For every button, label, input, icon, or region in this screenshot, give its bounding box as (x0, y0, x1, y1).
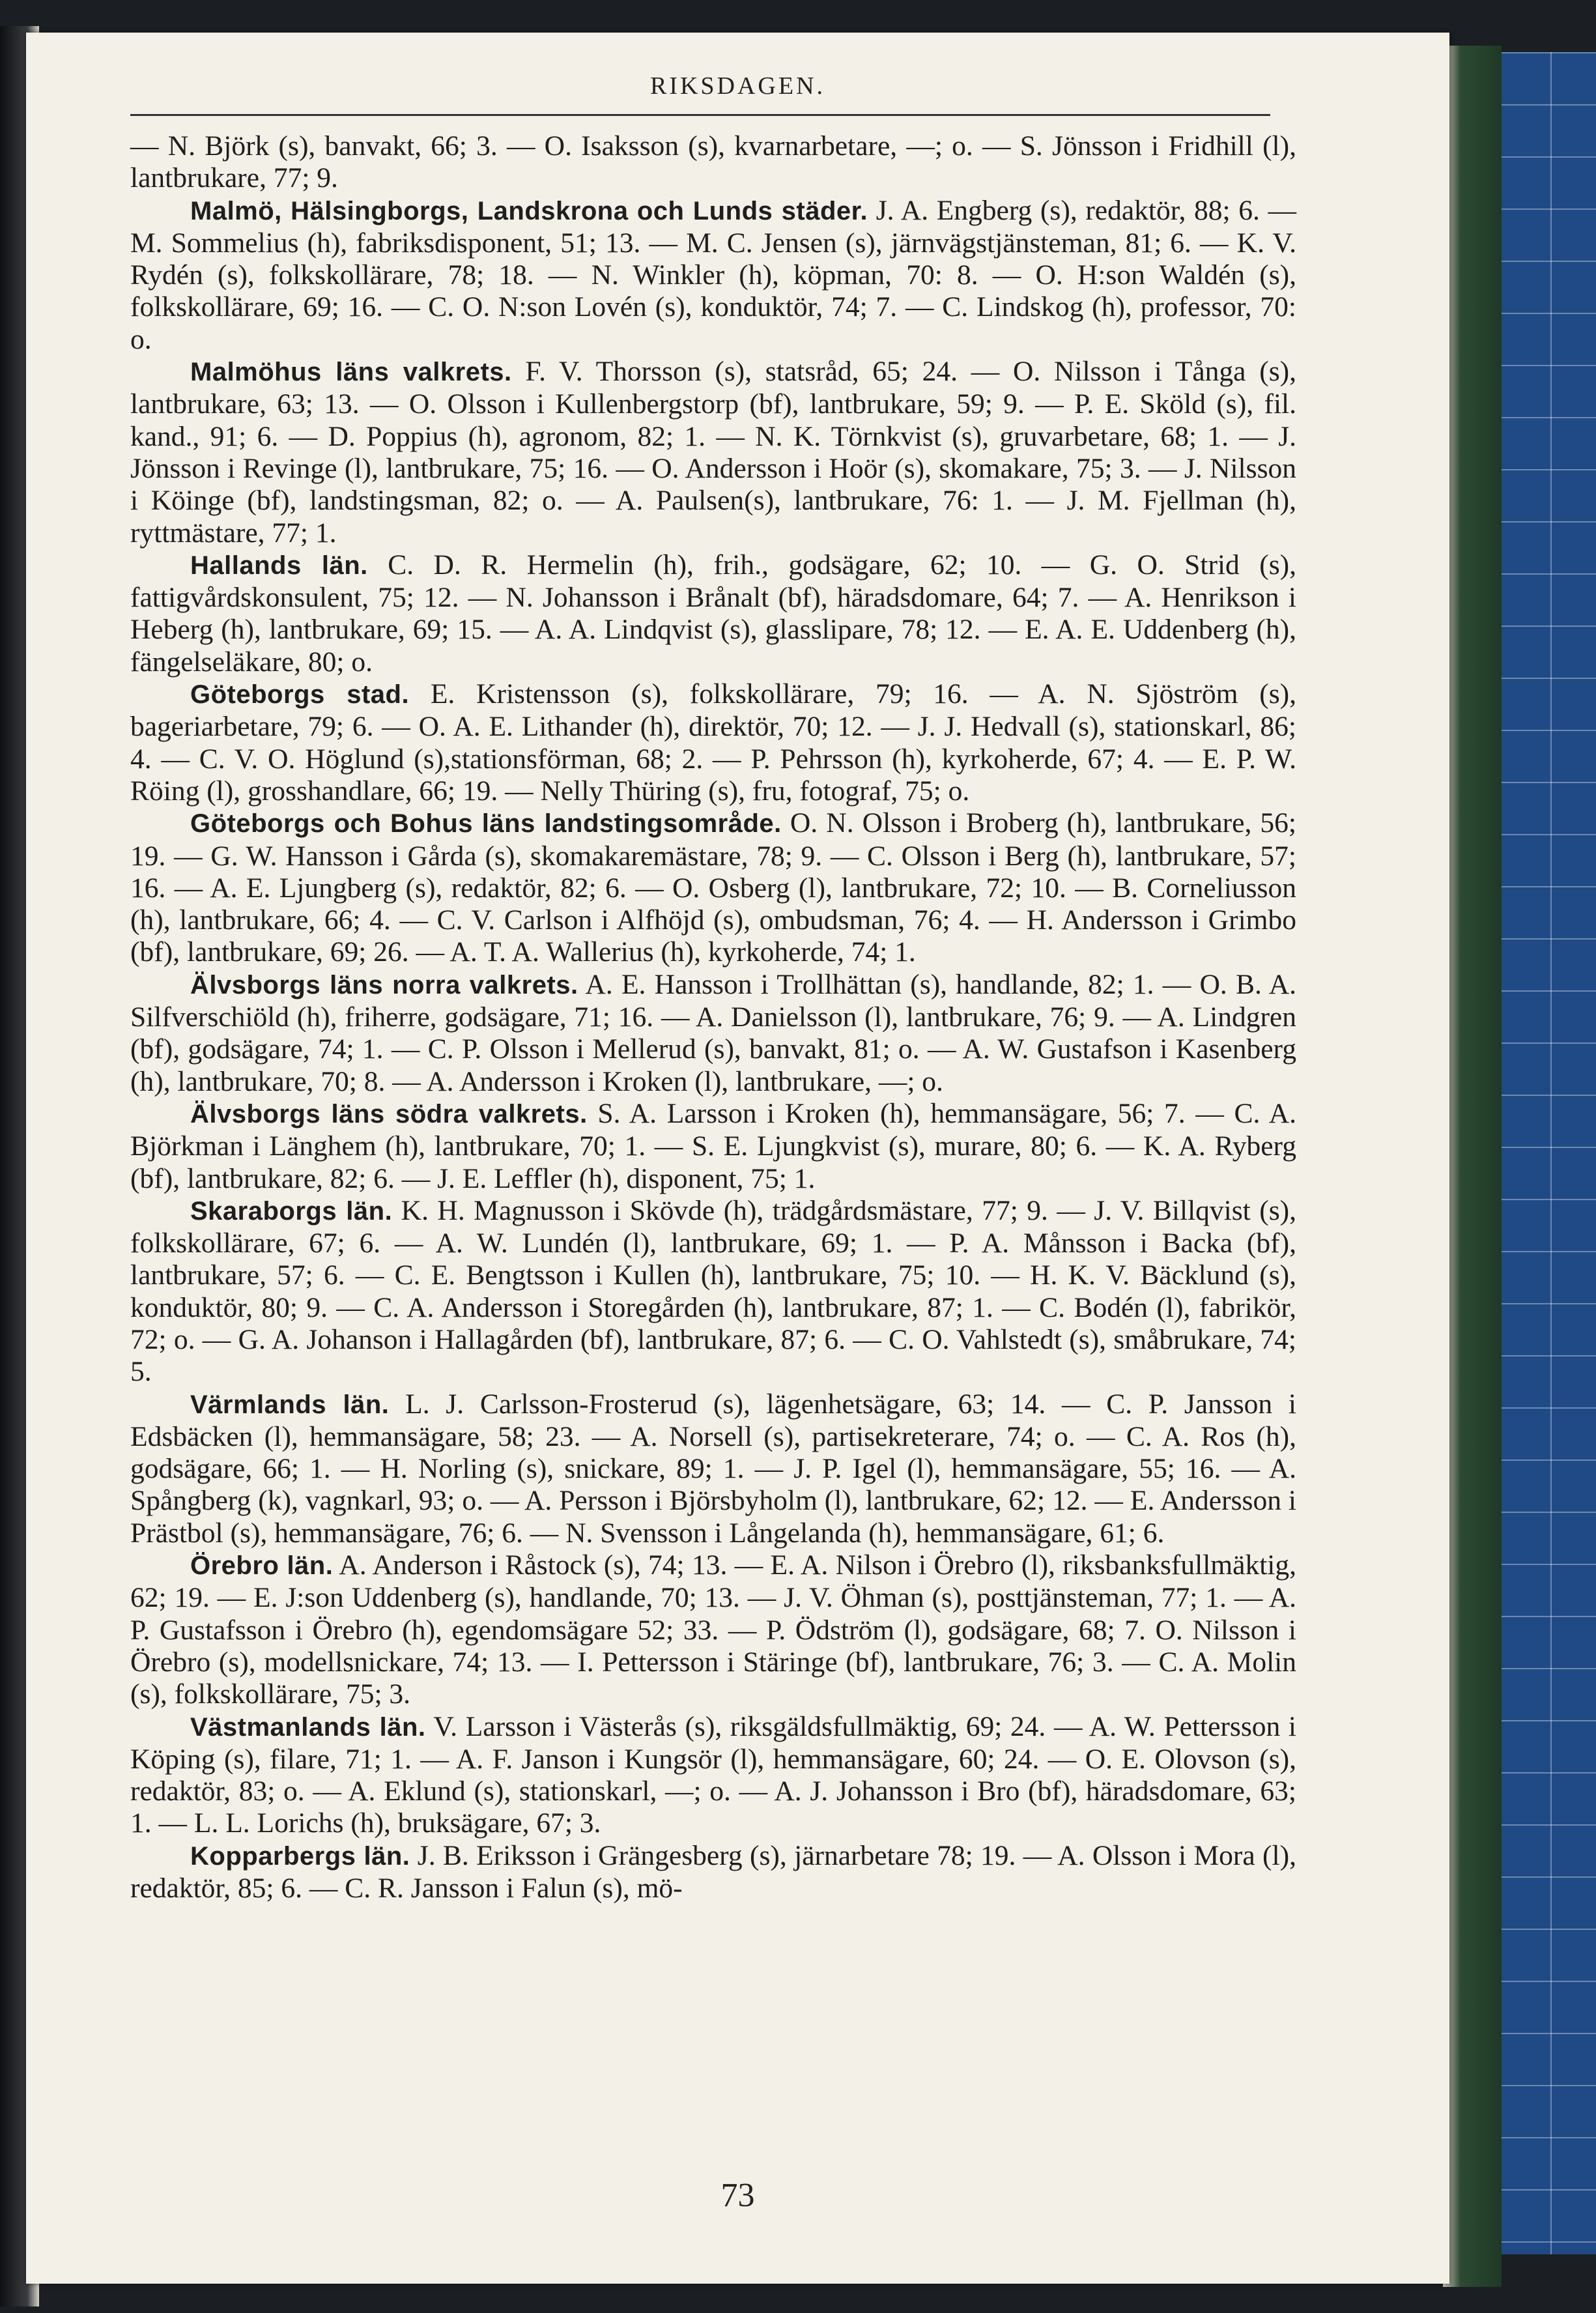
section-heading: Västmanlands län. (190, 1712, 426, 1742)
section-text: A. Anderson i Råstock (s), 74; 13. — E. A. Nilson i Örebro (l), riksbanksfullmäktig, 62; 19. — E. J:son Uddenberg (s), handlande, 70; 13. — J. V. Öhman (s), posttjänsteman, 77; 1. — A. P. Gustafsson i Örebro (h), egendomsägare 52; 33. — P. Ödström (l), godsägare, 68; 7. O. Nilsson i Örebro (s), modellsnickare, 74; 13. — I. Pettersson i Stäringe (bf), lantbrukare, 76; 3. — C. A. Molin (s), folkskollärare, 75; 3. (130, 1549, 1296, 1710)
section-heading: Hallands län. (190, 551, 368, 580)
section-heading: Värmlands län. (190, 1390, 390, 1419)
page-body (130, 130, 1296, 1904)
section-alvsborg-sodra (130, 1098, 1296, 1195)
section-text: C. D. R. Hermelin (h), frih., godsägare, 62; 10. — G. O. Strid (s), fattigvårdskonsulent, 75; 12. — N. Johansson i Brånalt (bf), häradsdomare, 64; 7. — A. Henrikson i Heberg (h), lantbrukare, 69; 15. — A. A. Lindqvist (s), glasslipare, 78; 12. — E. A. E. Uddenberg (h), fängelseläkare, 80; o. (130, 549, 1296, 678)
section-text: J. B. Eriksson i Grängesberg (s), järnarbetare 78; 19. — A. Olsson i Mora (l), redaktör, 85; 6. — C. R. Jansson i Falun (s), mö- (130, 1839, 1296, 1904)
section-varmlands (130, 1388, 1296, 1549)
section-heading: Göteborgs och Bohus läns landstingsområde. (190, 809, 782, 839)
section-heading: Kopparbergs län. (190, 1841, 410, 1871)
section-goteborgs-bohus (130, 807, 1296, 968)
section-text: L. J. Carlsson-Frosterud (s), lägenhetsägare, 63; 14. — C. P. Jansson i Edsbäcken (l), hemmansägare, 58; 23. — A. Norsell (s), partisekreterare, 74; o. — C. A. Ros (h), godsägare, 66; 1. — H. Norling (s), snickare, 89; 1. — J. P. Igel (l), hemmansägare, 55; 16. — A. Spångberg (k), vagnkarl, 93; o. — A. Persson i Björsbyholm (l), lantbrukare, 62; 12. — E. Andersson i Prästbol (s), hemmansägare, 76; 6. — N. Svensson i Långelanda (h), hemmansägare, 61; 6. (130, 1388, 1296, 1549)
section-heading: Malmö, Hälsingborgs, Landskrona och Lunds städer. (190, 196, 868, 225)
section-text: J. A. Engberg (s), redaktör, 88; 6. — M. Sommelius (h), fabriksdisponent, 51; 13. — M. C. Jensen (s), järnvägstjänsteman, 81; 6. — K. V. Rydén (s), folkskollärare, 78; 18. — N. Winkler (h), köpman, 70: 8. — O. H:son Waldén (s), folkskollärare, 69; 16. — C. O. N:son Lovén (s), konduktör, 74; 7. — C. Lindskog (h), professor, 70: o. (130, 194, 1296, 355)
page-number: 73 (720, 2177, 755, 2214)
section-heading: Älvsborgs läns norra valkrets. (190, 970, 578, 999)
section-kopparbergs (130, 1840, 1296, 1905)
section-heading: Älvsborgs läns södra valkrets. (190, 1099, 588, 1128)
section-skaraborgs (130, 1195, 1296, 1388)
section-orebro (130, 1549, 1296, 1710)
section-alvsborg-norra (130, 969, 1296, 1098)
paragraph-continuation: — N. Björk (s), banvakt, 66; 3. — O. Isaksson (s), kvarnarbetare, —; o. — S. Jönsson i Fridhill (l), lantbrukare, 77; 9. (130, 130, 1296, 194)
section-heading: Örebro län. (190, 1551, 334, 1581)
section-vastmanlands (130, 1711, 1296, 1840)
section-text: K. H. Magnusson i Skövde (h), trädgårdsmästare, 77; 9. — J. V. Billqvist (s), folkskollärare, 67; 6. — A. W. Lundén (l), lantbrukare, 69; 1. — P. A. Månsson i Backa (bf), lantbrukare, 57; 6. — C. E. Bengtsson i Kullen (h), lantbrukare, 75; 10. — H. K. V. Bäcklund (s), konduktör, 80; 9. — C. A. Andersson i Storegården (h), lantbrukare, 87; 1. — C. Bodén (l), fabrikör, 72; o. — G. A. Johanson i Hallagården (bf), lantbrukare, 87; 6. — C. O. Vahlstedt (s), småbrukare, 74; 5. (130, 1194, 1296, 1388)
section-text: A. E. Hansson i Trollhättan (s), handlande, 82; 1. — O. B. A. Silfverschiöld (h), friherre, godsägare, 71; 16. — A. Danielsson (l), lantbrukare, 76; 9. — A. Lindgren (bf), godsägare, 74; 1. — C. P. Olsson i Mellerud (s), banvakt, 81; o. — A. W. Gustafson i Kasenberg (h), lantbrukare, 70; 8. — A. Andersson i Kroken (l), lantbrukare, —; o. (130, 968, 1296, 1097)
section-text: E. Kristensson (s), folkskollärare, 79; 16. — A. N. Sjöström (s), bageriarbetare, 79; 6. — O. A. E. Lithander (h), direktör, 70; 12. — J. J. Hedvall (s), stationskarl, 86; 4. — C. V. O. Höglund (s),stationsförman, 68; 2. — P. Pehrsson (h), kyrkoherde, 67; 4. — E. P. W. Röing (l), grosshandlare, 66; 19. — Nelly Thüring (s), fru, fotograf, 75; o. (130, 678, 1297, 807)
section-heading: Malmöhus läns valkrets. (190, 358, 512, 387)
book-page (26, 33, 1449, 2284)
section-heading: Göteborgs stad. (190, 680, 410, 710)
section-text: V. Larsson i Västerås (s), riksgäldsfullmäktig, 69; 24. — A. W. Pettersson i Köping (s), filare, 71; 1. — A. F. Janson i Kungsör (l), hemmansägare, 60; 24. — O. E. Olovson (s), redaktör, 83; o. — A. Eklund (s), stationskarl, —; o. — A. J. Johansson i Bro (bf), häradsdomare, 63; 1. — L. L. Lorichs (h), bruksägare, 67; 3. (130, 1710, 1296, 1839)
section-malmo-stader (130, 195, 1296, 356)
section-goteborgs-stad (130, 678, 1296, 807)
section-heading: Skaraborgs län. (190, 1196, 393, 1226)
section-text: S. A. Larsson i Kroken (h), hemmansägare, 56; 7. — C. A. Björkman i Länghem (h), lantbrukare, 70; 1. — S. E. Ljungkvist (s), murare, 80; 6. — K. A. Ryberg (bf), lantbrukare, 82; 6. — J. E. Leffler (h), disponent, 75; 1. (130, 1097, 1296, 1194)
section-text: O. N. Olsson i Broberg (h), lantbrukare, 56; 19. — G. W. Hansson i Gårda (s), skomakaremästare, 78; 9. — C. Olsson i Berg (h), lantbrukare, 57; 16. — A. E. Ljungberg (s), redaktör, 82; 6. — O. Osberg (l), lantbrukare, 72; 10. — B. Corneliusson (h), lantbrukare, 66; 4. — C. V. Carlson i Alfhöjd (s), ombudsman, 76; 4. — H. Andersson i Grimbo (bf), lantbrukare, 69; 26. — A. T. A. Wallerius (h), kyrkoherde, 74; 1. (130, 807, 1297, 968)
section-hallands (130, 549, 1296, 678)
running-head: RIKSDAGEN. (649, 72, 826, 100)
section-text: F. V. Thorsson (s), statsråd, 65; 24. — O. Nilsson i Tånga (s), lantbrukare, 63; 13. — O. Olsson i Kullenbergstorp (bf), lantbrukare, 59; 9. — P. E. Sköld (s), fil. kand., 91; 6. — D. Poppius (h), agronom, 82; 1. — N. K. Törnkvist (s), gruvarbetare, 68; 1. — J. Jönsson i Revinge (l), lantbrukare, 75; 16. — O. Andersson i Hoör (s), skomakare, 75; 3. — J. Nilsson i Köinge (bf), landstingsman, 82; o. — A. Paulsen(s), lantbrukare, 76: 1. — J. M. Fjellman (h), ryttmästare, 77; 1. (130, 356, 1296, 549)
book-cover-right (1443, 46, 1502, 2287)
header-rule (130, 114, 1270, 116)
section-malmohus (130, 356, 1296, 549)
